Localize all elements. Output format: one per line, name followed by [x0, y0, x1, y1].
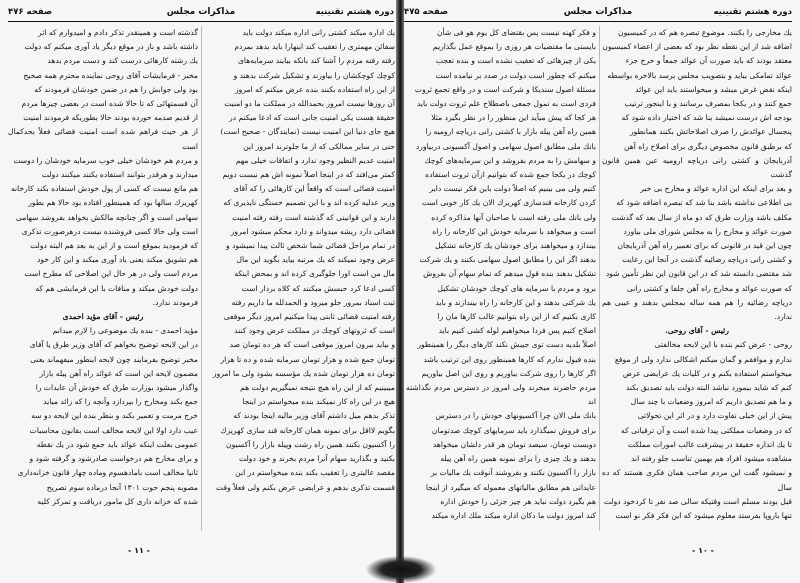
text-line: مخبر - فرمایشات آقای روحی نماینده محترم همه صحیح [23, 70, 198, 80]
text-line: چون این قید در قانونی که برای تعمیر راه آهن آذربایجان [617, 241, 792, 251]
text-line: آذربایجان و کشتی رانی دریاچه ارومیه عین همین قانون گذشت [602, 155, 792, 180]
text-line: تذکر بدهم میل داشتم آقای وزیر مالیه اینجا بودند که [233, 411, 395, 421]
header-title: مذاکرات مجلس [563, 7, 633, 17]
text-line: هم تشویق میکند یعنی یاد آوری میکند و این کار خود [37, 255, 198, 265]
text-line: اینکه نقض غرض میشد و میخواستند باید این عوائد [635, 84, 792, 94]
text-line: میدارند و هرقدر بتوانند استفاده بکنند میکنند دولت [41, 170, 198, 180]
text-line: و نمیشود گفت این مردم صاحب همان فکری هستند که ده سال [602, 468, 792, 492]
header-page-number: صفحه ۴۷۶ [8, 7, 53, 17]
right-page [402, 0, 800, 583]
text-line: اصلاح کنیم پس فردا میخواهیم لوله کشی کنیم باید [438, 326, 596, 336]
header-issue: دوره هشتم تقنینیه [315, 7, 394, 17]
left-page-right-column [205, 26, 395, 531]
page-folio: - ۱۰ - [692, 546, 714, 555]
text-line: مؤید احمدی - بنده یك موضوعی را لازم میدانم [52, 326, 198, 336]
text-line: مسئلة اصول سندیکا و شرکت است و در واقع تجمع ثروت [414, 84, 596, 94]
text-line: تا یك اندازه حقیقة در پیشرفت غالب امورات مملکت [627, 439, 792, 449]
text-line: کند امروز دولت ما دکان اداره میکند ملك اداره میکند [431, 510, 596, 520]
text-line: میخواستم استفاده بکنم و در کلیات یك عرایضی عرض [622, 368, 792, 378]
text-line: رفته رفته مردم را آشنا کند بانکه بیایند سرمایه‌های [237, 56, 395, 66]
text-line: در تمام مراحل قضائی شما شخص ثالث پیدا نمیشود و [226, 241, 395, 251]
text-line: کوچك کوچکشان را بیاورند و تشکیل شرکت بدهند و [233, 70, 395, 80]
text-line: روحی - عرض کنم بنده با این لایحه مخالفتی [654, 340, 792, 350]
column-divider [201, 26, 202, 531]
text-line: و مردم هم خودشان خیلی خوب سرمایه خودشان را دوست [13, 155, 198, 165]
text-line: قضائی دارد ریشه میدواند و دارد محکم میشود امروز [230, 226, 395, 236]
text-line: هیچ جای دنیا این امنیت نیست (نمایندگان - صحیح است) [220, 127, 395, 137]
text-line: امنیت قضائی است که واقعاً این کارهائی را که آقای [233, 184, 395, 194]
text-line: مردم حاضرند میخرند ولی امروز در دسترس مردم نگذاشته اند [406, 383, 596, 407]
text-line: کنیم ولی می بینیم که اصلاً دولت باین فکر نیست دایر [429, 184, 596, 194]
text-line: مشاهده میشود افراد هم بهمین تناسب جلو رفته اند [631, 454, 792, 464]
text-line: از قدیم صدمه خورده بودند حالا بطوریکه فرمودند امنیت [23, 113, 198, 123]
text-line: کسی ادعا کرد حبسش میکنند که کلاه بردار است [241, 283, 395, 293]
text-line: میکنم که چطور است دولت در صدد بر نیامده است [435, 70, 596, 80]
text-line: قبل بودند مسلم است وقتیکه سالی صد نفر تا کردخود دولت [603, 496, 792, 506]
text-line: را آکسیون بکنند همین راه رشت وپیله بازار را آکسیون [226, 439, 395, 449]
text-line: خرج مرمت و تعمیر بکند و بنظر بنده این لایحه دو سه [31, 411, 198, 421]
text-line: میبینیم که از این راه هیچ نتیجه نمیگیریم دولت هم [240, 383, 395, 393]
header-issue: دوره هشتم تقنینیه [713, 7, 792, 17]
right-page-header [404, 7, 792, 22]
text-line: مضمون لایحه این است که عوائد راه آهن پیله بازار [39, 368, 198, 378]
text-line: تنها باروپا بفرستد معلوم میشود که این فکر فکر نو است [615, 510, 792, 520]
page-folio: - ۱۱ - [128, 546, 150, 555]
text-line: بودجه اش درست نمیشد بنا شد که اختیار داده شود که [621, 113, 792, 123]
text-line: گذشته است و همینقدر تذکر دادم و امیدوارم که اثر [38, 28, 198, 37]
text-line: یکی از چیزهائی که تعقیب نشده است و بنده تعجب [435, 56, 596, 66]
text-line: مال من است اورا جلوگیری کرده اند و بمحض اینکه [234, 269, 395, 279]
text-line: هم بگیرد دولت نباید هر چیز جزئی را خودش اداره [440, 496, 596, 506]
text-line: بیندازد و میخواهند برای خودشان یك کارخانه تشکیل [434, 241, 596, 251]
text-line: همین راه آهن پیله بازار با کشتی رانی دریاچه ارومیه را [425, 127, 596, 137]
text-line: فرمودند ندارد. [152, 297, 198, 307]
text-line: دویست تومان، سیصد تومان هر قدر دلشان میخواهد [432, 439, 596, 449]
text-line: جمع کنند و در یکجا بمصرف برسانند و با اینجور ترتیب [624, 99, 792, 109]
text-line: عایداتی هم مطابق مالیاتهای معموله که میگیرد از اینجا [425, 482, 596, 492]
text-line: بانك ملی مطابق اصول سهامی و اصول آکسیونی دربیاورد [415, 141, 596, 151]
text-line: سفائن مهمتری را تعقیب کند اینهارا باید بدهد بمردم [234, 42, 395, 52]
text-line: مقصد عالیتری را تعقیب بکند بنده میخواستم در این [235, 468, 395, 478]
text-line: قسمت تذکری بدهم و عرایضی عرض بکنم ولی فعلاً وقت [216, 482, 395, 492]
text-line: جمع بکند ومخارج را بپردازد وآنچه را که زائد میاید [43, 397, 198, 407]
text-line: یك شرکتی بدهند و این کارخانه را راه بیندازند و باید [435, 297, 596, 307]
text-line: از هر حیث فراهم شده است امنیت قضائی فعلاً بحدکمال است [8, 127, 198, 151]
text-line: آن قسمتهائی که تا حالا شده است در بعضی چیزها مردم [21, 99, 198, 109]
left-page-header [8, 7, 394, 22]
text-line: که در وضعیات مملکتی پیدا شده است و آن ترقیاتی که [621, 425, 792, 435]
book-gutter [396, 0, 404, 583]
text-line: تومان ده هزار تومان شده یك مؤسسه بشود ولی ما امروز [212, 368, 395, 378]
text-line: یك اداره میکند کشتی رانی اداره میکند دولت باید [242, 28, 395, 37]
text-line: دریاچه رضائیه را هم همه ساله بمجلس بدهند و عیبی هم ندارد. [602, 297, 792, 322]
text-line: هیچ در این راه کار نمیکند بنده میخواستم در اینجا [242, 397, 395, 407]
text-line: برود و مردم با سرمایه های کوچك خودشان تشکیل [437, 283, 596, 293]
text-line: مردم است ولی در هر حال این اصلاحی که مطرح است [24, 269, 198, 279]
text-line: و ما هم تصدیق داریم که امروز وضعیات با چند سال [630, 397, 792, 407]
text-line: کردن کارخانه قندسازی کهریزك الان یك کار خوبی است [421, 198, 596, 208]
text-line: دولت خودش میکند و منافات با این فرمایشی هم که [35, 283, 198, 293]
right-page-right-column [602, 26, 792, 531]
text-line: که برطبق قانون مخصوص دیگری برای اصلاح راه آهن [623, 141, 792, 151]
text-line: ندارم و موافقم و گمان میکنم اشکالی ندارد ولی از موقع [614, 354, 792, 364]
text-line: برای فروش نمیگذارد باید سرمایهای کوچك صدتومان [431, 425, 596, 435]
text-line: و فکر کهنه نیست پس بقتضای کل یوم هو فی شأن [436, 28, 596, 37]
text-line: است که ثروتهای کوچك در مملکت عرض وجود کنند [234, 326, 395, 336]
text-line: بانك ملی الان چرا آکسیونهای خودش را در دسترس [435, 411, 596, 421]
text-line: سهامی است و اگر چنانچه مالکش بخواهد بفروشد سهامی [15, 212, 198, 222]
text-line: تشکیل بدهند بنده قول میدهم که تمام سهام آن بفروش [423, 269, 596, 279]
text-line: مکلف باشد وزارت طرق که دو ماه از سال بعد که گذشت [611, 212, 792, 222]
text-line: رئیس - آقای روحی. [665, 326, 729, 336]
text-line: حتی در سایر ممالکی که از ما جلوترند امروز این [243, 141, 395, 151]
text-line: پنجسال عوائدش را صرف اصلاحاتش بکنند همانطور [629, 127, 792, 137]
text-line: مخبر توضیح بفرمایند چون لایحه اینطور میفهماند یعنی [30, 354, 198, 364]
text-line: عیب دارد اولا این لایحه مخالف است بقانون محاسبات [29, 425, 198, 435]
text-line: داشته باشد و باز در موقع دیگر یاد آوری میکنم که دولت [24, 42, 198, 52]
header-title: مذاکرات مجلس [166, 7, 236, 17]
text-line: کوچك در یکجا جمع شده که بتوانیم ازآن ثروت استفاده [425, 170, 596, 180]
text-line: رئیس - آقای مؤید احمدی [62, 312, 144, 322]
text-line: عوائد تمامکی بیاید و بتصویب مجلس برسد بالاخره بواسطه [607, 70, 792, 80]
text-line: واگذار میشود بوزارت طرق که خودش آن عایدات را [35, 383, 198, 393]
text-line: ولی بانك ملی رفته است با صاحبان آنها مذاکره کرده [431, 212, 596, 222]
text-line: بی اطلاعی نداشته باشد بنا شد که تبصره اضافه شود که [616, 198, 792, 208]
gutter-shadow [366, 556, 436, 583]
text-line: شده که خزانه داری کل مامور دریافت و تمرکز کلیه [37, 496, 198, 506]
text-line: اصلاً بلدیه دست توی جیبش نکند کارهای دیگر را همینطور [417, 340, 596, 350]
text-line: تومان جمع شده و هزار تومان سرمایه شده و ده تا هزار [220, 354, 395, 364]
text-line: بنده قبول ندارم که کارها همینطور روی این ترتیب باشد [423, 354, 596, 364]
text-line: آن روزها نیست امروز بحمدالله در مملکت ما دو امنیت [224, 99, 395, 109]
text-line: که صورت عوائد و مخارج راه آهن جلفا و کشتی رانی [626, 283, 792, 293]
text-line: مصوبه پنجم حوت ۱۳۰۱ آنجا درماده سوم تصریح [46, 482, 198, 492]
text-line: رفته امنیت قضائی ثابتی پیدا میکنیم امروز دیگر موقعی [223, 312, 395, 322]
text-line: و بعد برای اینکه این اداره عوائد و مخارج بی خبر [640, 184, 792, 194]
text-line: و برای مخارج هم درخواست صادرشود و گرفته شود و [29, 454, 198, 464]
text-line: و کشتی رانی دریاچه رضائیه گذشت در آنجا این رعایت [622, 255, 792, 265]
text-line: ثانیا مخالف است بامادهسوم وماده چهار قانون خزانه‌داری [17, 468, 198, 478]
text-line: صورت عوائد و مخارج را به مجلس شورای ملی بیاورد [623, 226, 792, 236]
text-line: شد مقتضی دانسته شد که در این قانون این نظر تأمین شود [605, 269, 792, 279]
text-line: است و میخواهد با سرمایه خودش این کارخانه را راه [432, 226, 596, 236]
text-line: کنم که شاید بیمورد نباشد البته دولت باید تصدیق بکند [625, 383, 792, 393]
text-line: هر کجا که پیش میآید این منظور را در نظر بگیرد مثلا [431, 113, 596, 123]
text-line: از این راه استفاده بکنند بنده عرض میکنم که امروز [235, 84, 395, 94]
text-line: اضافه شد از این نقطه نظر بود که بعضی از اعضاء کمیسیون [602, 42, 792, 52]
text-line: اگر کارها را روی شرکت بیاوریم و روی این اصل بیاوریم [421, 368, 596, 378]
left-page [0, 0, 398, 583]
text-line: بود ولی جوابش را هم در ضمن خودشان فرمودند که [34, 84, 198, 94]
text-line: بگویم لااقل برای نمونه همان کارخانه قند سازی کهریزك [220, 425, 395, 435]
text-line: و سهامش را به مردم بفروشد و این سرمایه‌های کوچك [424, 155, 596, 165]
text-line: کاری بکنیم که از این راه بتوانیم غالب کارها مان را [437, 312, 596, 322]
text-line: بدهند و یك چیزی را برای نمونه همین راه آهن پیله [440, 454, 596, 464]
right-page-left-column [406, 26, 596, 531]
text-line: یك مخارجی را بکنند. موضوع تبصره هم که در کمیسیون [618, 28, 792, 37]
text-line: که فرمودید بموقع است و از این به بعد هم البته دولت [30, 241, 198, 251]
text-line: عمومی بعلت اینکه عوائد باید جمع شود در یك نقطه [36, 439, 198, 449]
text-line: هم مانع نیست که کسی از پول خودش استفاده بکند کارخانه [10, 184, 198, 194]
text-line: فردی است به تمول جمعی باصطلاح علم ثروت دولت باید [416, 99, 596, 109]
header-page-number: صفحه ۴۷۵ [404, 7, 449, 17]
text-line: حقیقة هست یکی امنیت جانی است که ادعا میکنم در [229, 113, 395, 123]
text-line: بازار را آکسیون بکنند و بفروشند آنوقت یك مالیات بر [430, 468, 596, 478]
text-line: است ولی حالا کسی فروشنده نیست درهرصورت تذکری [21, 226, 198, 236]
text-line: یك رشته کارهائی درست کند و دست مردم بدهد [47, 56, 198, 66]
text-line: امنیت عدیم النظیر وجود ندارد و اتفاقات خیلی مهم [235, 155, 395, 165]
text-line: بکنید و بگذارید سهام آنرا مردم بخرند و خود دولت [239, 454, 395, 464]
text-line: عرض وجود نمیکند که یك مرتبه بیاید بگوید این مال [236, 255, 395, 265]
text-line: و بیاید بیرون امروز موقعی است که هر ده تومان صد [229, 340, 395, 350]
text-line: بدهند اگر این را مطابق اصول سهامی بکنند و یك شرکت [419, 255, 596, 265]
text-line: وزیر عدلیه کرده اند و با این تصمیم خستگی ناپذیری که [223, 198, 395, 208]
text-line: ثبت اسناد بمرور جلو میرود و الحمدلله ما داریم رفته [231, 297, 395, 307]
text-line: در این لایحه توضیح بخواهم که آقای وزیر طرق یا آقای [29, 340, 198, 350]
text-line: کمتر می‌افتد که در اینجا اصلاً نمونه اش هم نیست دویم [222, 170, 395, 180]
left-page-left-column [8, 26, 198, 531]
text-line: دارند و این قوانینی که گذشته است رفته رفته امنیت [232, 212, 395, 222]
text-line: پیش از این خیلی تفاوت دارد و در اثر این تحولاتی [637, 411, 792, 421]
text-line: بایستی ما مقتضیات هر روزی را بموقع عمل بگذاریم [432, 42, 596, 52]
column-divider [599, 26, 600, 531]
text-line: کهریزك سالها بود که همینطور افتاده بود حالا هم بطور [28, 198, 198, 208]
text-line: معتقد بودند که باید صورت آن عوائد جمعاً و خرج جزء [625, 56, 792, 66]
